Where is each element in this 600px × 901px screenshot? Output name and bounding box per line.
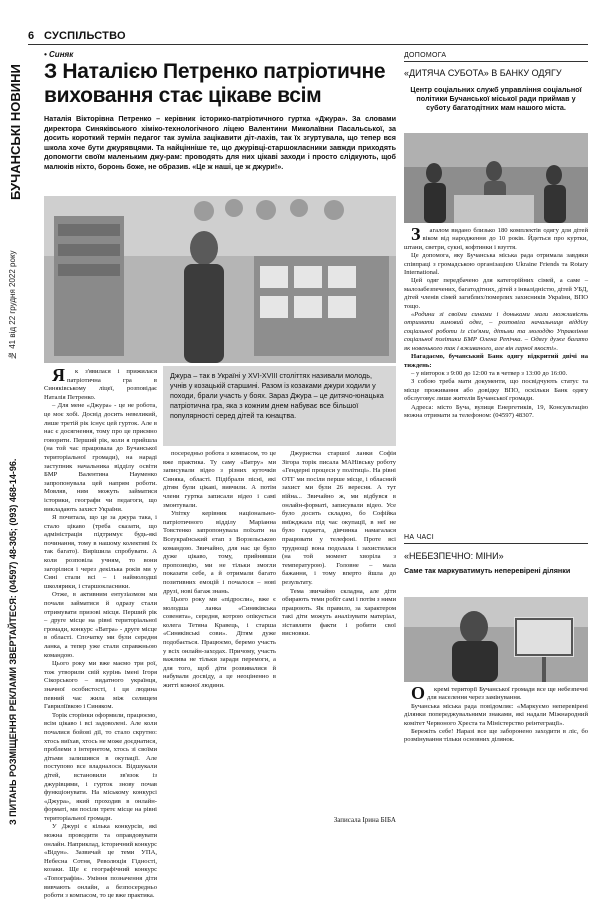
clothing-bank-subhead: Центр соціальних служб управління соціальної політики Бучанської міської ради приймав у суботу багатодітних мам нашого міста.: [410, 85, 582, 112]
paragraph: Бучанська міська рада повідомляє: «Маркуємо неперевірені ділянки попереджувальними знаками, які надали Міжнародний комітет Червоного Хреста та Міністерство реінтеграції».: [404, 702, 588, 727]
paragraph: Отже, в активним ентузіазмом ми почали займатися й одразу стали отримувати призові місця. Перший рік – друге місце на рівні територіальної громади, конкурс «Ватра» - друге місце в області. Спочатку ми були середня ланка, а тепер уже стали справжньою командою.: [44, 591, 157, 659]
article-signature: Записала Ірина БІБА: [333, 816, 396, 824]
mines-subhead: Саме так маркуватимуть неперевірені ділянки: [404, 566, 571, 575]
paragraph: Бережіть себе! Наразі все ще заборонено заходити в ліс, бо розмінування тільки основних ділянок.: [404, 728, 588, 744]
clothing-bank-headline: «ДИТЯЧА СУБОТА» В БАНКУ ОДЯГУ: [404, 68, 562, 78]
article-headline: З Наталією Петренко патріотичне виховання стає цікаве всім: [44, 60, 386, 107]
article-column-1: [44, 365, 157, 900]
paragraph: – у вівторок з 9:00 до 12:00 та в четвер з 13:00 до 16:00.: [411, 369, 568, 377]
mines-sign-photo: [404, 597, 588, 682]
issue-date: № 41 від 22 грудня 2022 року: [8, 250, 17, 360]
left-strip: [8, 50, 26, 825]
paragraph: Джуристка старшої ланки Софія Зігора торік писала МАНівську роботу «Гендерні процеси у політиці». На рівні ОТГ ми посіли перше місце, і обласний захист ми були 26 вересня. А тут війна... Звичайно ж, ми відбувся в онлайн-форматі, записували відео. Усе було досить складно, бо Софійка виїжджала під час окупації, в неї не було гаджета, дівчинка намагалася працювати у телефоні. Проте всі труднощі вона подолала і захистилася (на той момент хворіла з температурою). Головне – мала бажання, і тому вперто йшла до результату.: [282, 450, 396, 586]
main-photo: [44, 196, 396, 363]
section-title: СУСПІЛЬСТВО: [44, 30, 126, 42]
classroom-photo-illustration: [44, 196, 396, 363]
article-column-3: [282, 450, 396, 822]
paragraph: Тема звичайно складна, але діти обирають теми робіт самі і потім з ними працюють. Як правило, за характером такі діти можуть аналізувати матеріал, зіставляти факти і робити свої висновки.: [282, 587, 396, 638]
page-number: 6: [28, 30, 35, 42]
article-lead: Наталія Вікторівна Петренко – керівник історико-патріотичного гуртка «Джура». За словами директора Синяківського хіміко-технологічного ліцею Валентини Миколаївни Пасальської, за досить короткий термін педагог так зуміла зацікавити діт-лахів, так їх згуртувала, що тепер вся школа хоче бути джурявцями. Та найцінніше те, що джурівці-старшокласники завжди приходять допомогти своїм маленьким джу-рам: проводять для них цікаві заходи і просто слідкують, щоб малюків ніхто, боронь боже, не образив. «Це ж наші, це ж джури!».: [44, 114, 396, 171]
paragraph: Цього року ми «підросли», вже є молодша ланка «Синяківська совенята», середня, котрою опікується колега Тетяна Кравець, і старша «Синяківські сови». Дітям дуже подобається. Працюємо, беремо участь у всіх онлайн-заходах. Причому, участь важлива не тільки заради перемоги, а для того, щоб діти розвивалися й набували досвіду, а це неоціненно в житті кожної людини.: [163, 596, 276, 690]
rubric-help: ДОПОМОГА: [404, 52, 588, 62]
mines-body: [404, 683, 588, 824]
article-kicker: • Синяк: [44, 50, 74, 59]
paragraph: – Для мене «Джура» - це не робота, це моє хобі. Досвід досить невеликий, лише третій рік існує цей гурток. Але в нас є досягнення, тому про це приємно говорити. Перший рік, коли я прийшла (на той час працювала до Бучанської територіальної громади), на нараді заступник начальника відділу освіти БМР Валентина Науменко запропонувала цей напрям роботи. Мовляв, ним можуть займатися історики, географи чи педагоги, що викладають захист України.: [44, 402, 157, 513]
paragraph: «Родини зі своїми синами і доньками мали можливість отримати зимовий одяг, – розповіла начальниця відділу соціальної роботи із сім'ями, дітьми та молоддю Управління соціальної політики БМР Олена Репічка. – Одягу дуже багато як новенького так і вживаного, але він гарної якості».: [404, 311, 588, 352]
clothing-bank-photo-illustration: [404, 133, 588, 223]
paragraph: Цього року ми вже маємо три рої, тож утворили свій курінь імені Ігоря Сікорського – видатного українця, значної особистості, і ця людина певний час жила між селищем Гавриліївкою і Синяком.: [44, 660, 157, 711]
paragraph: Я почитала, що це за джура така, і стало цікаво (треба сказати, що адміністрація підтримує будь-які починання, тому в нашому колективі їх так багато). Вирішила спробувати. А коли розповіла учням, то вони загорілися і через декілька років ми у Сині стали всі – і наймолодші школярики, і старшокласники.: [44, 514, 157, 590]
newspaper-brand: БУЧАНСЬКІ НОВИНИ: [8, 64, 23, 200]
paragraph: Цей одяг передбачено для категорійних сімей, а саме – малозабезпечених, багатодітних, дітей з інвалідністю, дітей УБД, дітей членів сімей загиблих/померлих захисників України, ВПО тощо.: [404, 277, 588, 310]
paragraph: Це допомога, яку Бучанська міська рада отримала завдяки співпраці з громадською організацією Ukraine Friends та Rotary International.: [404, 252, 588, 277]
paragraph: Адреса: місто Буча, вулиця Енергетиків, 19, Консультацію можна отримати за телефоном: (04597) 48307.: [404, 403, 588, 419]
paragraph: З собою треба мати документи, що посвідчують статус та місце проживання або довідку ВПО, оскільки Банк одягу обслуговує лише жителів Бучанської громади.: [404, 378, 588, 403]
paragraph: Упітку керівник національно-патріотичного відділу Маріанна Товстенко запропонувала поїхати на Всеукраїнський етап з Ворзельською командою. Звичайно, для нас це було дуже цікаво, тому, прийнявши пропозицію, ми не тільки змогли показати себе, а й отримали багато позитивних емоцій і почалося – нові друзі, нові багаж знань.: [163, 510, 276, 595]
paragraph: Окремі території Бучанської громади все ще небезпечні для населення через замінування.: [411, 683, 588, 703]
mines-photo-illustration: [404, 597, 588, 682]
paragraph: Загалом видано близько 180 комплектів одягу для дітей віком від народження до 10 років. Йдеться про куртки, штани, светри, сукні, кофтинки і взуття.: [404, 224, 588, 251]
paragraph: Як з'явилася і прижилася патріотична гра в Синяківському ліцеї, розповідає Наталія Петренко.: [44, 365, 157, 401]
mines-headline: «НЕБЕЗПЕЧНО: МІНИ»: [404, 551, 504, 561]
rubric-current: НА ЧАСІ: [404, 534, 588, 544]
paragraph: посередньо робота з компасом, то це вже практика. Ту саму «Ватру» ми записували відео з різних куточків Синяка, області. Підібрали пісні, які дітям були цікаві, вивчили. А потім члени гуртка записали відео і самі змонтували.: [163, 450, 276, 509]
paragraph: Нагадаємо, бучанський Банк одягу відкритий двічі на тиждень:: [404, 353, 588, 369]
clothing-bank-photo: [404, 133, 588, 223]
paragraph: У Джурі є кілька конкурсів, які можна проводити та оправдовувати онлайн. Наприклад, історичний конкурс «Відун». Зазвичай це теми УПА, Небесна Сотня, Революція Гідності, козаки. Ще є географічний конкурс «Топографія». Уміння позначення діти вивчають онлайн, а безпосередньо роботи з компасом, то це вже практика.: [44, 823, 157, 900]
clothing-bank-body: [404, 224, 588, 518]
quote-box: Джура – так в Україні у XVI-XVIII століттях називали молодь, учнів у козацькій старшині. Разом із козаками джури ходили у походи, брали участь у боях. Зараз Джура – це дитячо-юнацька патріотична гра, яка з кожним днем набуває все більшої популярності серед дітей та юнацтва.: [163, 366, 396, 446]
ads-contact: З ПИТАНЬ РОЗМІЩЕННЯ РЕКЛАМИ ЗВЕРТАЙТЕСЯ: (04597) 48-305; (093) 468-14-96.: [8, 458, 18, 825]
paragraph: Торік сторінки оформили, працюємо, всім цікаво і всі задоволені. Але коли почалися бойові дії, то стало скрутно: хтось виїхав, хтось не може доєднатися, проблеми з інтернетом, хтось зі своїми дітьми залишився в окупації. Але поступово все владналося. Відшукали дітей, встановили зв'язок із джурівцями, і гурток знову почав функціонувати. На міському конкурсі «Джура», який проходив в онлайн-форматі, ми посіли третє місце на рівні територіальної громади.: [44, 711, 157, 822]
article-column-2: [163, 450, 276, 822]
